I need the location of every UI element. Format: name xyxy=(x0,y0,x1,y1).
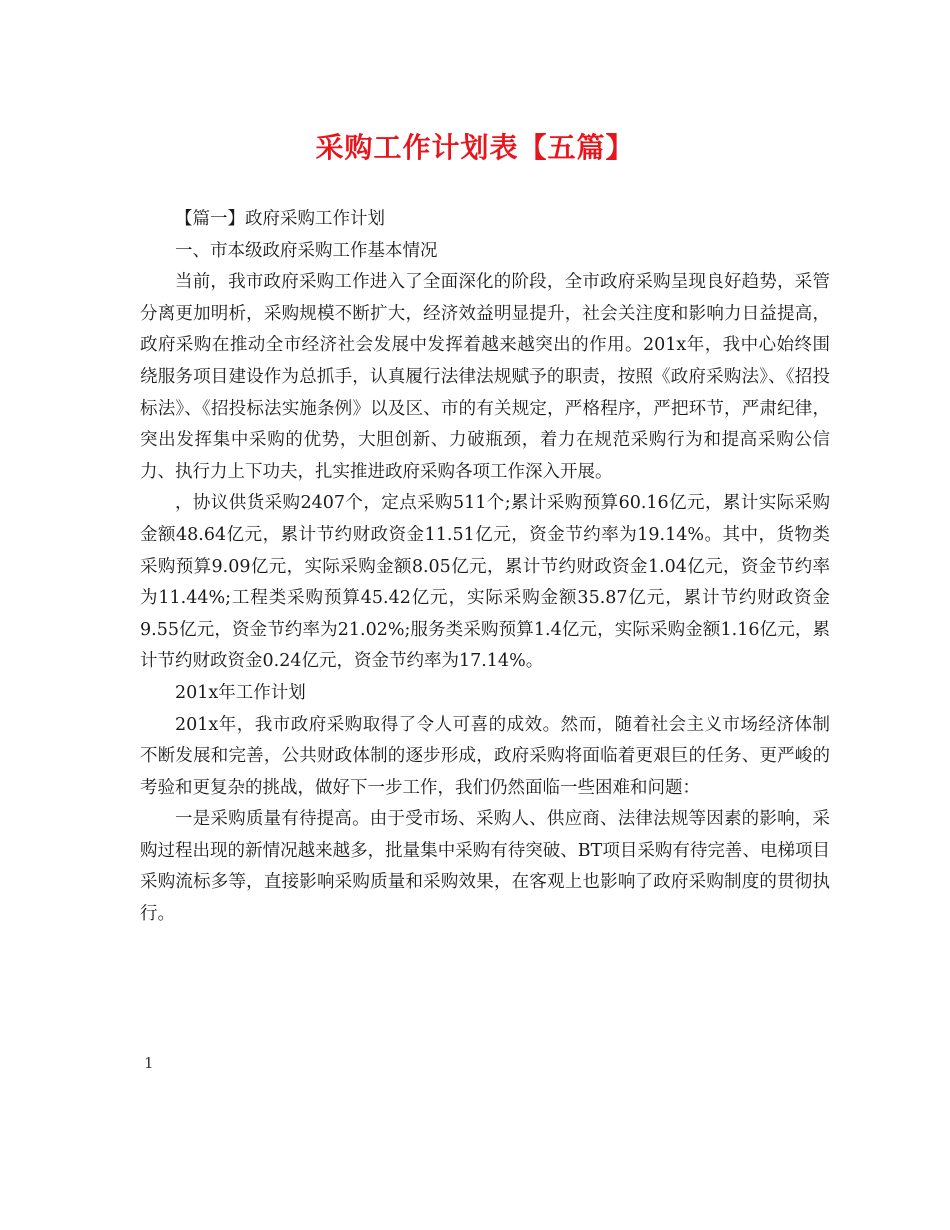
document-title: 采购工作计划表【五篇】 xyxy=(315,131,635,164)
body-paragraph: 当前，我市政府采购工作进入了全面深化的阶段，全市政府采购呈现良好趋势，采管分离更加明析，采购规模不断扩大，经济效益明显提升，社会关注度和影响力日益提高，政府采购在推动全市经济社会发展中发挥着越来越突出的作用。201x年，我中心始终围绕服务项目建设作为总抓手，认真履行法律法规赋予的职责，按照《政府采购法》、《招投标法》、《招投标法实施条例》以及区、市的有关规定，严格程序，严把环节，严肃纪律，突出发挥集中采购的优势，大胆创新、力破瓶颈，着力在规范采购行为和提高采购公信力、执行力上下功夫，扎实推进政府采购各项工作深入开展。 xyxy=(140,272,830,482)
subsection-heading: 201x年工作计划 xyxy=(175,682,306,703)
body-paragraph: 一是采购质量有待提高。由于受市场、采购人、供应商、法律法规等因素的影响，采购过程出现的新情况越来越多，批量集中采购有待突破、BT项目采购有待完善、电梯项目采购流标多等，直接影响采购质量和采购效果，在客观上也影响了政府采购制度的贯彻执行。 xyxy=(140,809,830,925)
document-body xyxy=(140,204,830,931)
body-paragraph: ，协议供货采购2407个，定点采购511个;累计采购预算60.16亿元，累计实际采购金额48.64亿元，累计节约财政资金11.51亿元，资金节约率为19.14%。其中，货物类采购预算9.09亿元，实际采购金额8.05亿元，累计节约财政资金1.04亿元，资金节约率为11.44%;工程类采购预算45.42亿元，实际采购金额35.87亿元，累计节约财政资金9.55亿元，资金节约率为21.02%;服务类采购预算1.4亿元，实际采购金额1.16亿元，累计节约财政资金0.24亿元，资金节约率为17.14%。 xyxy=(140,493,830,672)
body-paragraph: 201x年，我市政府采购取得了令人可喜的成效。然而，随着社会主义市场经济体制不断发展和完善，公共财政体制的逐步形成，政府采购将面临着更艰巨的任务、更严峻的考验和更复杂的挑战，做好下一步工作，我们仍然面临一些困难和问题： xyxy=(140,714,830,798)
subsection-heading: 一、市本级政府采购工作基本情况 xyxy=(175,240,438,261)
section-heading: 【篇一】政府采购工作计划 xyxy=(175,209,385,229)
page-number: 1 xyxy=(144,1054,154,1072)
